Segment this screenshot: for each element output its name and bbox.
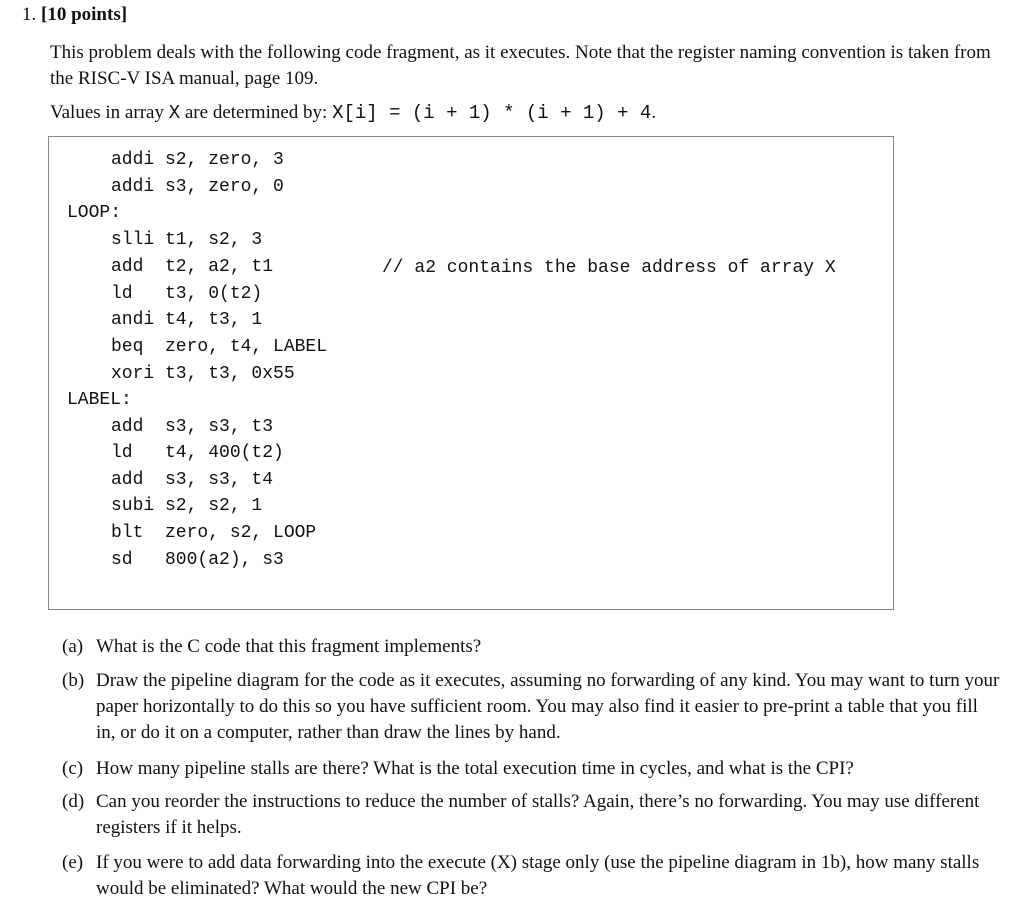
code-line: add s3, s3, t3 xyxy=(111,417,274,437)
question-c xyxy=(62,756,1002,782)
code-line: slli t1, s2, 3 xyxy=(111,230,263,250)
code-line: add t2, a2, t1 xyxy=(111,257,274,277)
code-line: ld t3, 0(t2) xyxy=(111,284,263,304)
question-tag: (b) xyxy=(62,670,85,691)
question-e xyxy=(62,850,1002,902)
question-d xyxy=(62,789,1002,841)
question-tag: (a) xyxy=(62,636,84,657)
problem-header xyxy=(22,4,127,26)
code-line: xori t3, t3, 0x55 xyxy=(111,364,295,384)
values-suffix: . xyxy=(651,102,657,123)
values-definition xyxy=(50,102,656,124)
code-line: blt zero, s2, LOOP xyxy=(111,523,317,543)
code-label: LABEL: xyxy=(67,390,132,410)
question-text: Draw the pipeline diagram for the code as it executes, assuming no forwarding of any kind. You may want to turn your paper horizontally to do this so you have sufficient room. You may also find it easier to pre-print a table that you fill in, or do it on a computer, rather than draw the lines by hand. xyxy=(96,670,1000,743)
problem-number: 1. xyxy=(22,4,37,25)
values-prefix: Values in array xyxy=(50,102,169,123)
question-tag: (c) xyxy=(62,758,84,779)
code-comment: // a2 contains the base address of array X xyxy=(382,258,836,278)
code-line: addi s3, zero, 0 xyxy=(111,177,284,197)
question-a xyxy=(62,634,1002,660)
question-text: Can you reorder the instructions to reduce the number of stalls? Again, there’s no forwarding. You may use different registers if it helps. xyxy=(96,791,980,838)
values-formula: X[i] = (i + 1) * (i + 1) + 4 xyxy=(332,102,652,124)
code-line: add s3, s3, t4 xyxy=(111,470,274,490)
code-line: andi t4, t3, 1 xyxy=(111,310,263,330)
question-b xyxy=(62,668,1002,746)
question-text: How many pipeline stalls are there? What is the total execution time in cycles, and what is the CPI? xyxy=(96,758,854,779)
values-var: X xyxy=(168,102,181,124)
code-line: sd 800(a2), s3 xyxy=(111,550,284,570)
question-tag: (e) xyxy=(62,852,84,873)
code-line: subi s2, s2, 1 xyxy=(111,496,263,516)
problem-points: [10 points] xyxy=(41,4,128,25)
code-line: ld t4, 400(t2) xyxy=(111,443,284,463)
question-tag: (d) xyxy=(62,791,85,812)
code-label: LOOP: xyxy=(67,203,122,223)
question-text: If you were to add data forwarding into the execute (X) stage only (use the pipeline diagram in 1b), how many stalls would be eliminated? What would the new CPI be? xyxy=(96,852,980,899)
code-line: addi s2, zero, 3 xyxy=(111,150,284,170)
code-listing xyxy=(48,136,894,610)
problem-intro: This problem deals with the following code fragment, as it executes. Note that the register naming convention is taken from the RISC-V ISA manual, page 109. xyxy=(50,42,991,89)
question-text: What is the C code that this fragment implements? xyxy=(96,636,482,657)
code-line: beq zero, t4, LABEL xyxy=(111,337,328,357)
values-mid: are determined by: xyxy=(180,102,333,123)
